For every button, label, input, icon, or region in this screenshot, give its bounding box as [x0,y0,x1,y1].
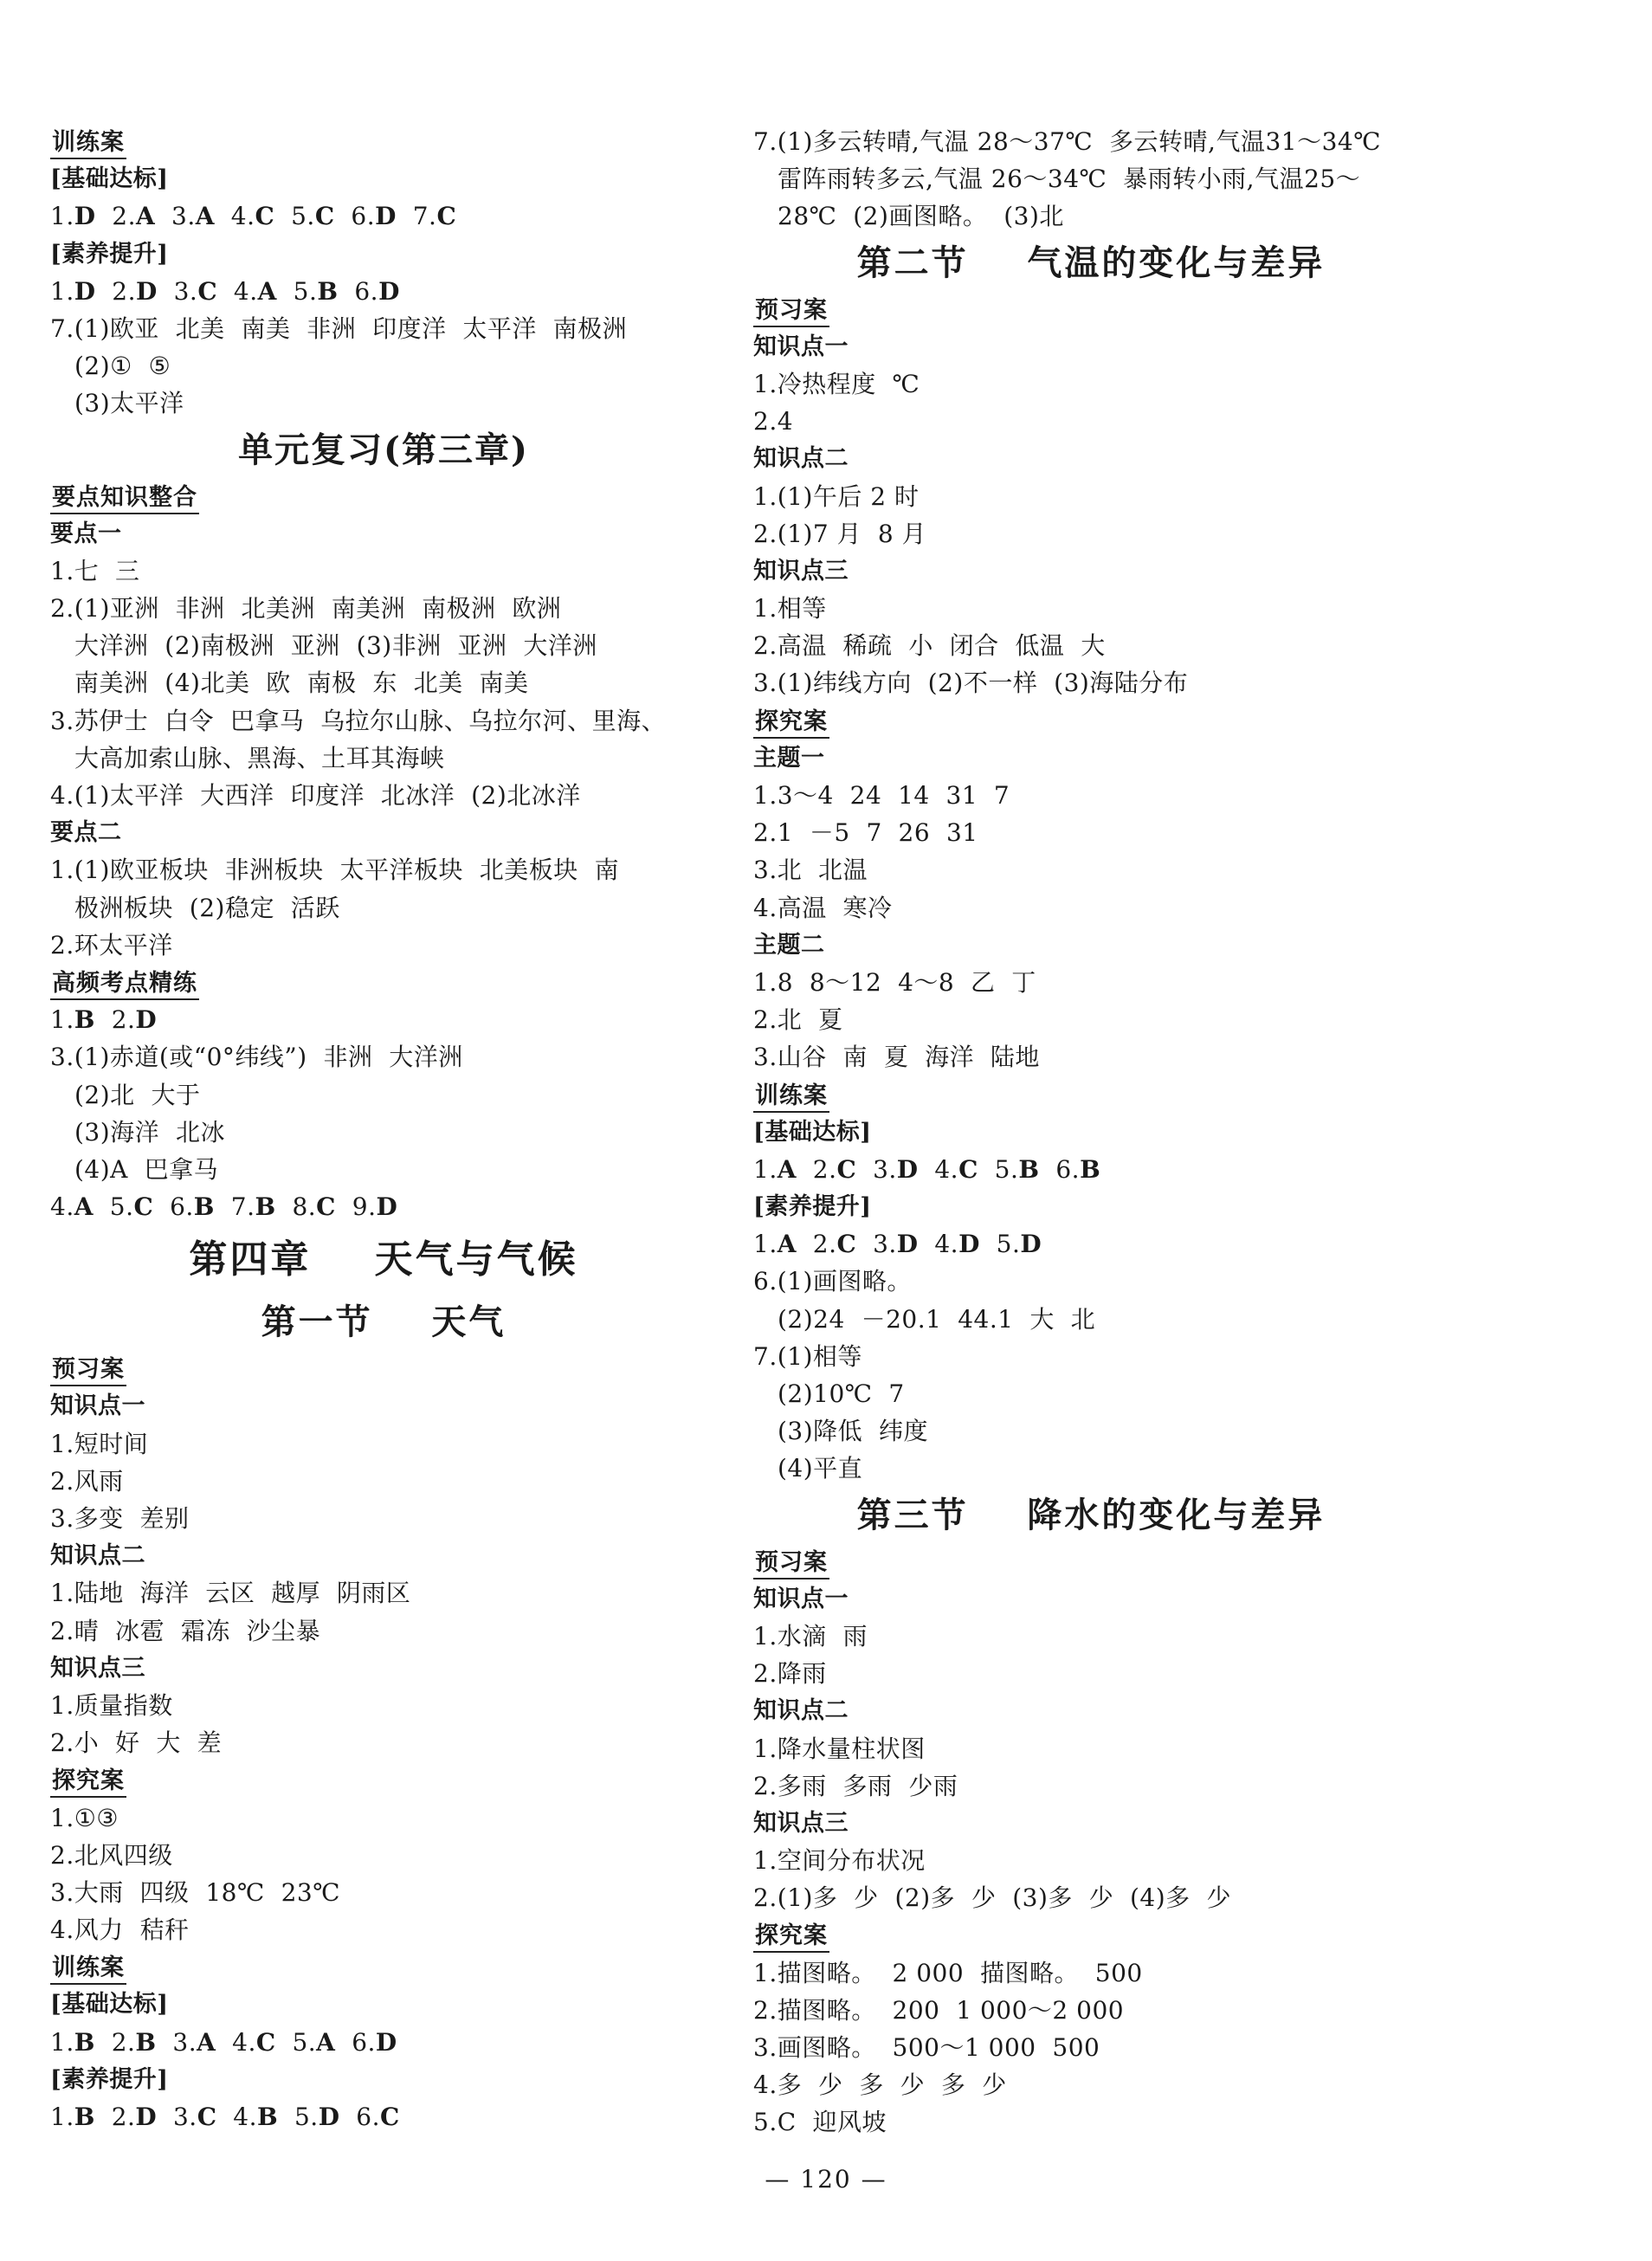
answer-line: (4)平直 [778,1454,863,1483]
answer-line: (2)① ⑤ [74,352,171,381]
answer-line: 4.风力 秸秆 [50,1915,190,1945]
answer-line: 2.高温 稀疏 小 闭合 低温 大 [753,631,1106,661]
answer-line: 3.山谷 南 夏 海洋 陆地 [753,1043,1040,1072]
knowledge-point-heading: 知识点一 [753,1585,849,1612]
answer-line: 雷阵雨转多云,气温 26～34℃ 暴雨转小雨,气温25～ [778,165,1361,194]
answer-line: 2.风雨 [50,1466,124,1495]
knowledge-point-heading: 知识点三 [753,1809,849,1837]
answer-line: (2)北 大于 [74,1080,201,1109]
answer-line: 1.短时间 [50,1429,149,1458]
answer-line: 3.(1)赤道(或“0°纬线”) 非洲 大洋洲 [50,1043,463,1072]
section-label [753,702,1429,740]
chapter-heading: 第四章 天气与气候 [189,1237,578,1282]
section-label [753,1076,1429,1114]
right-column [753,123,1429,2141]
answer-line: 1.陆地 海洋 云区 越厚 阴雨区 [50,1579,411,1608]
level-tag: [素养提升] [753,1193,872,1221]
answer-line: 2.北风四级 [50,1840,173,1870]
answer-line: (3)降低 纬度 [778,1417,928,1446]
answer-line: 1.D 2.A 3.A 4.C 5.C 6.D 7.C [50,202,457,231]
section-label [50,1761,717,1799]
section-label [50,1948,717,1986]
answer-line: 6.(1)画图略。 [753,1267,912,1296]
section-label-text: 训练案 [50,128,126,159]
answer-line: (3)海洋 北冰 [74,1117,225,1147]
knowledge-point-heading: 主题二 [753,931,825,959]
level-tag: [基础达标] [753,1118,872,1146]
section-label-text: 预习案 [753,1548,829,1579]
section-label-text: 探究案 [50,1767,126,1798]
knowledge-point-heading: 知识点一 [753,333,849,360]
answer-line: (2)24 －20.1 44.1 大 北 [778,1304,1096,1334]
section-label-text: 训练案 [50,1954,126,1985]
answer-line: 1.描图略。 2 000 描图略。 500 [753,1958,1143,1987]
answer-line: 2.4 [753,407,794,436]
level-tag: [基础达标] [50,165,169,193]
answer-line: 2.环太平洋 [50,930,173,959]
section-label-text: 探究案 [753,1922,829,1953]
answer-line: 3.北 北温 [753,856,868,885]
answer-line: 1.相等 [753,594,827,623]
knowledge-point-heading: 知识点一 [50,1392,145,1420]
answer-line: 28℃ (2)画图略。 (3)北 [778,202,1064,231]
left-column [50,123,717,2135]
section-heading: 第三节 降水的变化与差异 [856,1494,1326,1535]
level-tag: [基础达标] [50,1991,169,2019]
unit-review-heading: 单元复习(第三章) [238,429,529,470]
section-label-text: 要点知识整合 [50,483,199,514]
answer-line: 1.降水量柱状图 [753,1734,926,1763]
answer-line: 7.(1)欧亚 北美 南美 非洲 印度洋 太平洋 南极洲 [50,313,628,343]
answer-line: 1.冷热程度 ℃ [753,369,920,398]
answer-line: 4.多 少 多 少 多 少 [753,2070,1007,2100]
answer-line: 2.1 －5 7 26 31 [753,818,978,848]
answer-line: 2.(1)7 月 8 月 [753,519,927,548]
knowledge-point-heading: 知识点三 [50,1654,145,1682]
knowledge-point-heading: 知识点二 [50,1542,145,1570]
answer-line: 7.(1)多云转晴,气温 28～37℃ 多云转晴,气温31～34℃ [753,127,1382,156]
answer-line: 大高加索山脉、黑海、土耳其海峡 [74,743,445,772]
knowledge-point-heading: 要点一 [50,520,122,547]
answer-line: 1.水滴 雨 [753,1621,868,1651]
answer-line: 极洲板块 (2)稳定 活跃 [74,893,340,922]
answer-line: 1.3～4 24 14 31 7 [753,781,1010,810]
section-label-text: 高频考点精练 [50,969,199,1000]
answer-line: 1.空间分布状况 [753,1846,926,1876]
answer-line: 4.(1)太平洋 大西洋 印度洋 北冰洋 (2)北冰洋 [50,781,581,810]
section-label [50,478,717,515]
answer-line: 4.A 5.C 6.B 7.B 8.C 9.D [50,1192,398,1222]
level-tag: [素养提升] [50,240,169,268]
answer-line: 7.(1)相等 [753,1341,862,1371]
answer-line: 2.北 夏 [753,1005,843,1035]
answer-line: 2.小 好 大 差 [50,1728,223,1758]
knowledge-point-heading: 主题一 [753,744,825,772]
answer-line: 1.B 2.D 3.C 4.B 5.D 6.C [50,2103,400,2131]
section-heading: 第一节 天气 [261,1302,507,1343]
answer-line: (2)10℃ 7 [778,1379,905,1408]
knowledge-point-heading: 要点二 [50,819,122,847]
knowledge-point-heading: 知识点二 [753,445,849,473]
answer-line: 1.A 2.C 3.D 4.D 5.D [753,1230,1042,1259]
section-label-text: 训练案 [753,1082,829,1113]
answer-line: 5.C 迎风坡 [753,2108,887,2137]
section-label-text: 探究案 [753,707,829,739]
section-label [50,123,717,160]
answer-line: 3.苏伊士 白令 巴拿马 乌拉尔山脉、乌拉尔河、里海、 [50,706,667,735]
answer-line: (4)A 巴拿马 [74,1154,219,1184]
section-label-text: 预习案 [50,1355,126,1386]
knowledge-point-heading: 知识点三 [753,557,849,585]
section-label [753,1543,1429,1580]
answer-line: 1.①③ [50,1803,119,1832]
answer-line: 1.B 2.D [50,1005,158,1035]
answer-line: 大洋洲 (2)南极洲 亚洲 (3)非洲 亚洲 大洋洲 [74,631,597,661]
section-label [50,1350,717,1387]
answer-line: 2.晴 冰雹 霜冻 沙尘暴 [50,1616,321,1645]
answer-line: (3)太平洋 [74,389,184,418]
answer-line: 3.大雨 四级 18℃ 23℃ [50,1877,341,1907]
answer-line: 2.描图略。 200 1 000～2 000 [753,1995,1125,2025]
answer-line: 1.8 8～12 4～8 乙 丁 [753,967,1036,997]
answer-line: 3.(1)纬线方向 (2)不一样 (3)海陆分布 [753,669,1189,698]
answer-line: 1.质量指数 [50,1690,173,1720]
answer-line: 3.画图略。 500～1 000 500 [753,2033,1100,2062]
level-tag: [素养提升] [50,2065,169,2093]
answer-line: 2.多雨 多雨 少雨 [753,1771,958,1800]
answer-line: 2.(1)多 少 (2)多 少 (3)多 少 (4)多 少 [753,1883,1231,1913]
section-heading: 第二节 气温的变化与差异 [856,242,1326,283]
answer-line: 1.七 三 [50,556,140,585]
page-number: — 120 — [765,2165,887,2193]
section-label [753,291,1429,328]
answer-line: 4.高温 寒冷 [753,893,893,922]
answer-line: 2.降雨 [753,1659,827,1689]
section-label [50,964,717,1001]
knowledge-point-heading: 知识点二 [753,1697,849,1725]
answer-line: 南美洲 (4)北美 欧 南极 东 北美 南美 [74,669,529,698]
answer-line: 1.A 2.C 3.D 4.C 5.B 6.B [753,1154,1101,1184]
answer-line: 1.(1)午后 2 时 [753,481,920,511]
answer-line: 3.多变 差别 [50,1504,190,1533]
answer-line: 2.(1)亚洲 非洲 北美洲 南美洲 南极洲 欧洲 [50,594,562,623]
answer-line: 1.D 2.D 3.C 4.A 5.B 6.D [50,276,400,306]
section-label-text: 预习案 [753,296,829,327]
answer-line: 1.B 2.B 3.A 4.C 5.A 6.D [50,2027,397,2057]
section-label [753,1916,1429,1954]
answer-line: 1.(1)欧亚板块 非洲板块 太平洋板块 北美板块 南 [50,856,620,885]
